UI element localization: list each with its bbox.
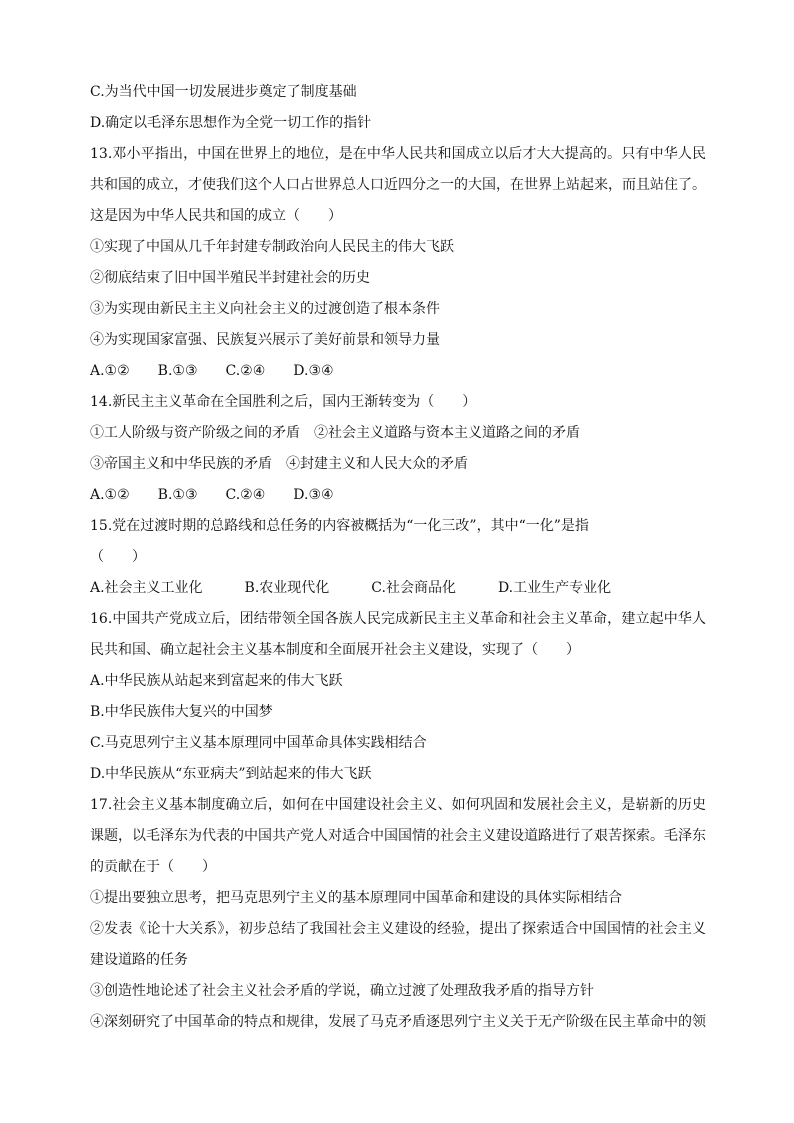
text-line: D.确定以毛泽东思想作为全党一切工作的指针: [90, 115, 372, 131]
text-line: A.中华民族从站起来到富起来的伟大飞跃: [90, 673, 343, 689]
text-line: 15.党在过渡时期的总路线和总任务的内容被概括为“一化三改”，其中“一化”是指: [90, 518, 589, 534]
text-line: ③为实现由新民主主义向社会主义的过渡创造了根本条件: [90, 301, 440, 317]
text-line: 16.中国共产党成立后，团结带领全国各族人民完成新民主主义革命和社会主义革命，建立起中华人: [90, 611, 706, 627]
text-line: 共和国的成立，才使我们这个人口占世界总人口近四分之一的大国，在世界上站起来，而且站住了。: [90, 177, 706, 193]
text-line: ③创造性地论述了社会主义社会矛盾的学说，确立过渡了处理敌我矛盾的指导方针: [90, 983, 594, 999]
text-line: D.中华民族从“东亚病夫”到站起来的伟大飞跃: [90, 766, 372, 782]
text-line: ④深刻研究了中国革命的特点和规律，发展了马克矛盾逐思列宁主义关于无产阶级在民主革命中的领: [90, 1014, 706, 1030]
text-line: 建设道路的任务: [90, 952, 188, 968]
exam-page: [90, 77, 706, 1038]
text-line: ①工人阶级与资产阶级之间的矛盾 ②社会主义道路与资本主义道路之间的矛盾: [90, 425, 580, 441]
text-line: A.社会主义工业化 B.农业现代化 C.社会商品化 D.工业生产专业化: [90, 580, 612, 596]
text-line: 这是因为中华人民共和国的成立（ ）: [90, 208, 342, 224]
text-line: ④为实现国家富强、民族复兴展示了美好前景和领导力量: [90, 332, 440, 348]
text-line: B.中华民族伟大复兴的中国梦: [90, 704, 273, 720]
text-line: ②发表《论十大关系》，初步总结了我国社会主义建设的经验，提出了探索适合中国国情的社会主义: [90, 921, 706, 937]
text-line: ③帝国主义和中华民族的矛盾 ④封建主义和人民大众的矛盾: [90, 456, 468, 472]
text-line: ②彻底结束了旧中国半殖民半封建社会的历史: [90, 270, 370, 286]
text-line: 17.社会主义基本制度确立后，如何在中国建设社会主义、如何巩固和发展社会主义，是崭新的历史: [90, 797, 706, 813]
text-line: C.为当代中国一切发展进步奠定了制度基础: [90, 84, 357, 100]
text-line: 的贡献在于（ ）: [90, 859, 216, 875]
text-line: 课题，以毛泽东为代表的中国共产党人对适合中国国情的社会主义建设道路进行了艰苦探索。毛泽东: [90, 828, 706, 844]
text-line: ①提出要独立思考，把马克思列宁主义的基本原理同中国革命和建设的具体实际相结合: [90, 890, 622, 906]
text-line: C.马克思列宁主义基本原理同中国革命具体实践相结合: [90, 735, 427, 751]
text-line: 14.新民主主义革命在全国胜利之后，国内王渐转变为（ ）: [90, 394, 477, 410]
text-line: ①实现了中国从几千年封建专制政治向人民民主的伟大飞跃: [90, 239, 454, 255]
text-line: （ ）: [90, 549, 146, 565]
text-line: 13.邓小平指出，中国在世界上的地位，是在中华人民共和国成立以后才大大提高的。只有中华人民: [90, 146, 706, 162]
text-line: A.①② B.①③ C.②④ D.③④: [90, 363, 334, 379]
text-line: A.①② B.①③ C.②④ D.③④: [90, 487, 334, 503]
text-line: 民共和国、确立起社会主义基本制度和全面展开社会主义建设，实现了（ ）: [90, 642, 580, 658]
